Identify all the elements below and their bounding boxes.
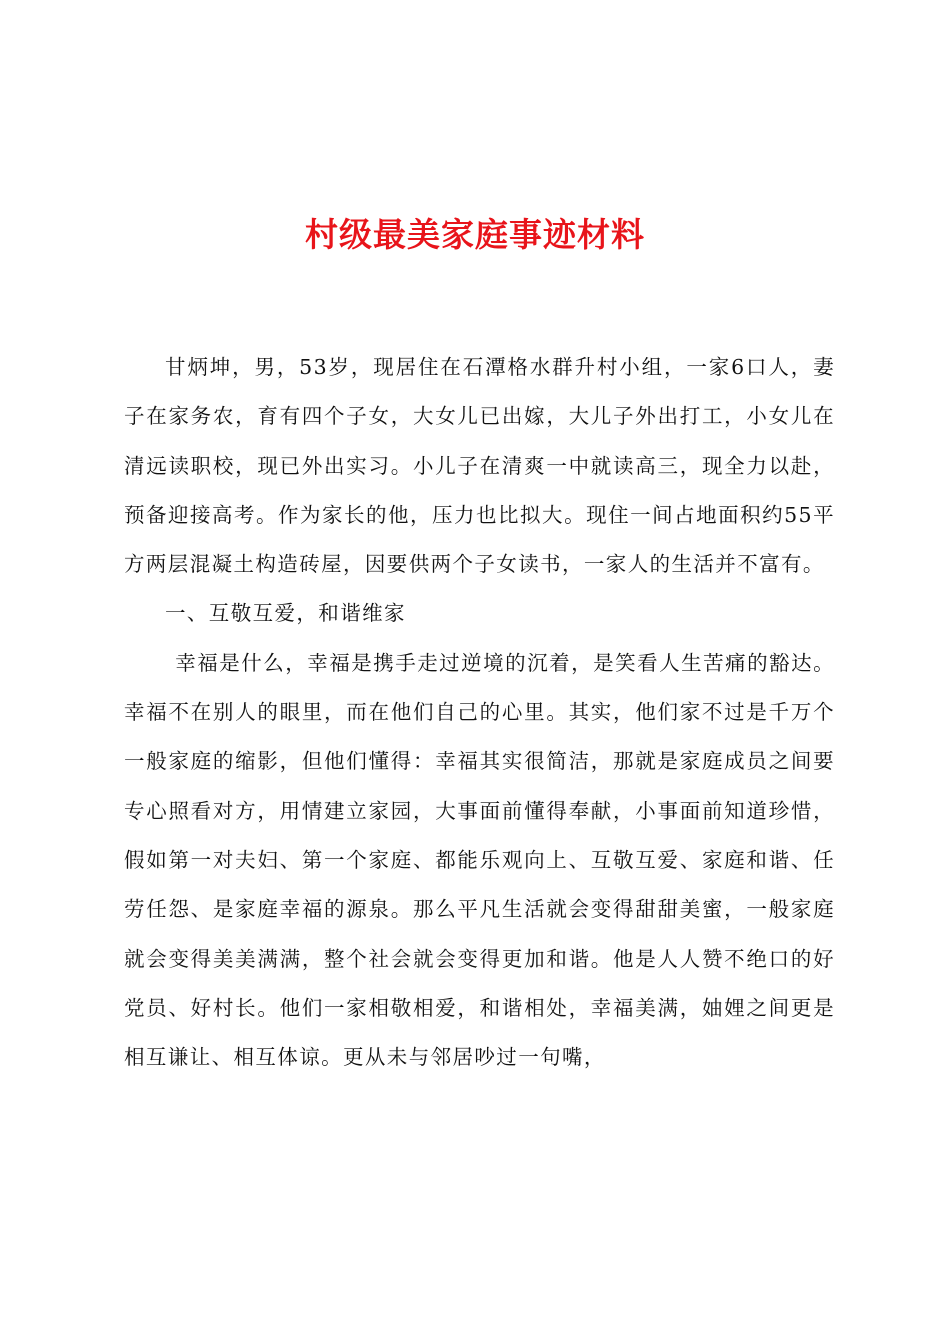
section-heading: 一、互敬互爱，和谐维家: [165, 601, 406, 626]
paragraph-happiness: 幸福是什么，幸福是携手走过逆境的沉着，是笑看人生苦痛的豁达。幸福不在别人的眼里，而在他们自己的心里。其实，他们家不过是千万个一般家庭的缩影，但他们懂得：幸福其实很简洁，那就是家庭成员之间要专心照看对方，用情建立家园，大事面前懂得奉献，小事面前知道珍惜，假如第一对夫妇、第一个家庭、都能乐观向上、互敬互爱、家庭和谐、任劳任怨、是家庭幸福的源泉。那么平凡生活就会变得甜甜美蜜，一般家庭就会变得美美满满，整个社会就会变得更加和谐。他是人人赞不绝口的好党员、好村长。他们一家相敬相爱，和谐相处，幸福美满，妯娌之间更是相互谦让、相互体谅。更从未与邻居吵过一句嘴，: [124, 650, 835, 1070]
paragraph-intro: 甘炳坤，男，53岁，现居住在石潭格水群升村小组，一家6口人，妻子在家务农，育有四个子女，大女儿已出嫁，大儿子外出打工，小女儿在清远读职校，现已外出实习。小儿子在清爽一中就读高三，现全力以赴，预备迎接高考。作为家长的他，压力也比拟大。现住一间占地面积约55平方两层混凝土构造砖屋，因要供两个子女读书，一家人的生活并不富有。: [124, 355, 835, 577]
document-body: [124, 343, 835, 1082]
document-title: 村级最美家庭事迹材料: [305, 215, 645, 254]
